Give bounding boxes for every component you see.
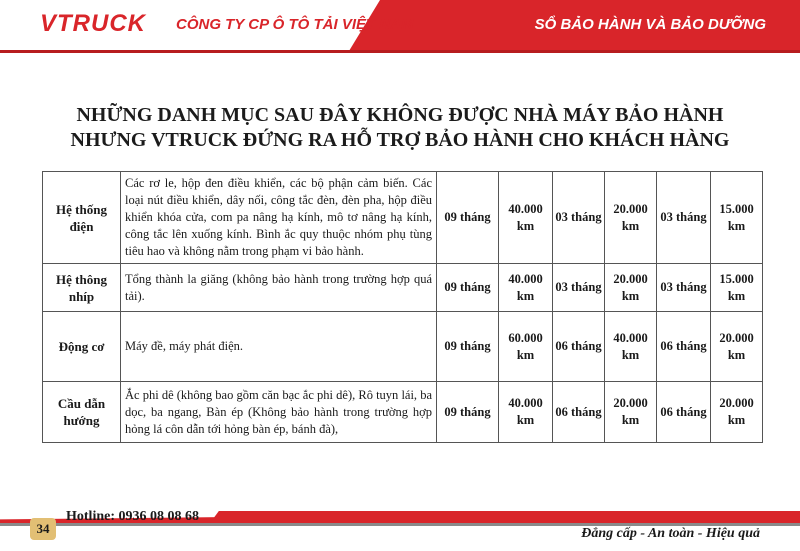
warranty-km-2: 20.000 km	[605, 172, 657, 264]
table-row	[43, 312, 763, 382]
heading-line-2: NHƯNG VTRUCK ĐỨNG RA HỖ TRỢ BẢO HÀNH CHO KHÁCH HÀNG	[70, 129, 730, 151]
footer-stripe-red	[210, 511, 800, 523]
hotline-text: Hotline: 0936 08 08 68	[66, 509, 199, 524]
warranty-months-2: 03 tháng	[553, 172, 605, 264]
system-description: Máy đề, máy phát điện.	[121, 312, 437, 382]
warranty-km-1: 40.000 km	[499, 264, 553, 312]
book-title: SỔ BẢO HÀNH VÀ BẢO DƯỠNG	[534, 16, 766, 33]
system-name: Động cơ	[43, 312, 121, 382]
system-description: Các rơ le, hộp đen điều khiển, các bộ phận cảm biến. Các loại nút điều khiển, dây nối, công tắc đèn, đèn pha, hộp điều khiển khóa cửa, com pa nâng hạ kính, mô tơ nâng hạ kính, công tắc lên xuống kính. Bình ắc quy thuộc nhóm phụ tùng tiêu hao và không nằm trong phạm vi bảo hành.	[121, 172, 437, 264]
header-divider	[0, 50, 800, 53]
table-row	[43, 382, 763, 443]
warranty-months-3: 06 tháng	[657, 382, 711, 443]
warranty-km-3: 15.000 km	[711, 264, 763, 312]
warranty-km-1: 60.000 km	[499, 312, 553, 382]
system-name: Hệ thống điện	[43, 172, 121, 264]
warranty-km-1: 40.000 km	[499, 172, 553, 264]
warranty-months-1: 09 tháng	[437, 264, 499, 312]
table-row	[43, 264, 763, 312]
page-heading	[60, 103, 740, 153]
warranty-km-1: 40.000 km	[499, 382, 553, 443]
warranty-km-2: 40.000 km	[605, 312, 657, 382]
warranty-months-3: 03 tháng	[657, 172, 711, 264]
warranty-months-1: 09 tháng	[437, 172, 499, 264]
warranty-km-3: 15.000 km	[711, 172, 763, 264]
system-name: Cầu dẫn hướng	[43, 382, 121, 443]
warranty-km-2: 20.000 km	[605, 264, 657, 312]
warranty-months-2: 03 tháng	[553, 264, 605, 312]
warranty-km-3: 20.000 km	[711, 312, 763, 382]
footer-slogan: Đẳng cấp - An toàn - Hiệu quả	[581, 526, 760, 541]
heading-line-1: NHỮNG DANH MỤC SAU ĐÂY KHÔNG ĐƯỢC NHÀ MÁY BẢO HÀNH	[76, 104, 724, 126]
warranty-km-2: 20.000 km	[605, 382, 657, 443]
warranty-months-3: 06 tháng	[657, 312, 711, 382]
table-row	[43, 172, 763, 264]
system-name: Hệ thông nhíp	[43, 264, 121, 312]
warranty-months-1: 09 tháng	[437, 312, 499, 382]
warranty-months-2: 06 tháng	[553, 382, 605, 443]
warranty-months-1: 09 tháng	[437, 382, 499, 443]
warranty-months-3: 03 tháng	[657, 264, 711, 312]
vtruck-logo: VTRUCK	[40, 10, 146, 37]
system-description: Tổng thành la giăng (không bảo hành trong trường hợp quá tải).	[121, 264, 437, 312]
system-description: Ắc phi dê (không bao gồm căn bạc ắc phi dê), Rô tuyn lái, ba dọc, ba ngang, Bàn ép (Không bảo hành trong trường hợp hỏng lá côn dẫn tới hỏng bàn ép, bánh đà),	[121, 382, 437, 443]
warranty-km-3: 20.000 km	[711, 382, 763, 443]
company-name: CÔNG TY CP Ô TÔ TẢI VIỆT NAM	[176, 16, 414, 33]
warranty-months-2: 06 tháng	[553, 312, 605, 382]
page-number-badge: 34	[30, 518, 56, 540]
warranty-table	[42, 171, 763, 443]
